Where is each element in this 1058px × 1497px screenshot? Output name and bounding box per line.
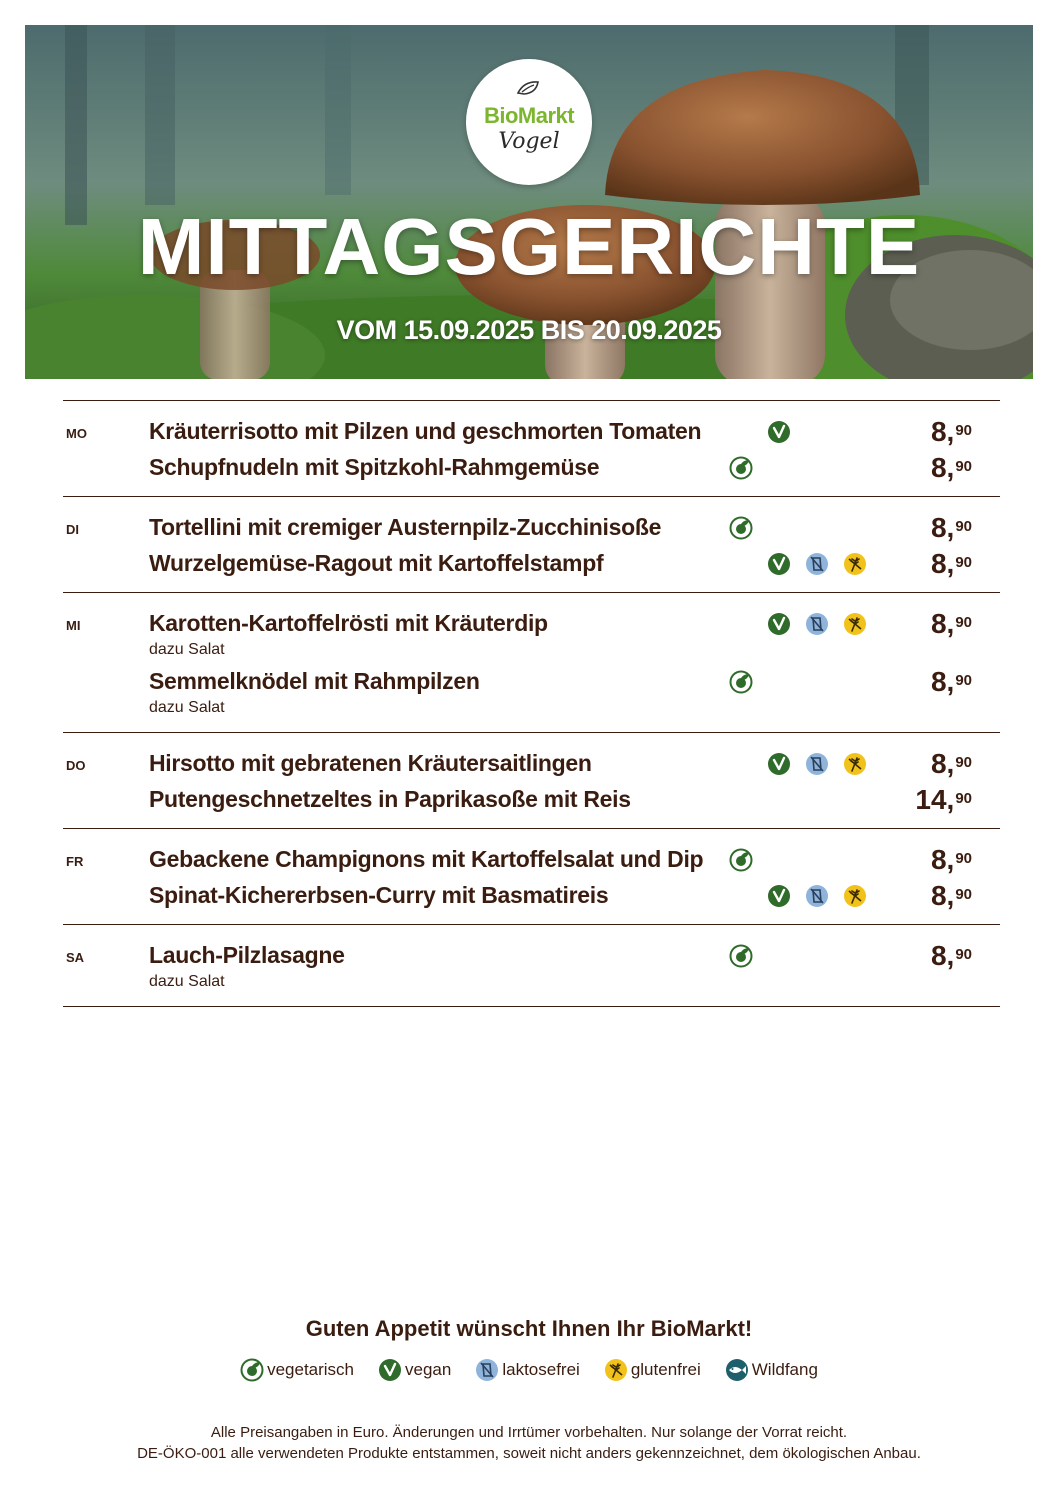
price-cents: 90 <box>955 886 972 903</box>
dish-item <box>149 451 1000 484</box>
price-cents: 90 <box>955 422 972 439</box>
legend-label: glutenfrei <box>630 1360 701 1379</box>
dish-name: Lauch-Pilzlasagne <box>149 942 345 968</box>
vegan-icon <box>767 884 791 908</box>
diet-icons <box>729 670 889 696</box>
vegetarisch-icon <box>729 456 753 480</box>
vegetarisch-icon <box>729 848 753 872</box>
dish-name: Karotten-Kartoffelrösti mit Kräuterdip <box>149 610 548 636</box>
day-row <box>63 925 1000 1007</box>
glutenfrei-icon <box>604 1358 628 1382</box>
diet-icons <box>729 848 889 874</box>
page-title: MITTAGSGERICHTE <box>137 202 921 291</box>
wildfang-icon <box>725 1358 749 1382</box>
dish-price <box>915 783 972 816</box>
greeting: Guten Appetit wünscht Ihnen Ihr BioMarkt! <box>305 1316 753 1341</box>
dish-item <box>149 783 1000 816</box>
glutenfrei-icon <box>843 552 867 576</box>
legend-label: vegetarisch <box>267 1360 355 1379</box>
dish-note: dazu Salat <box>149 699 225 716</box>
dish-price <box>931 607 972 640</box>
dish-price <box>931 511 972 544</box>
disclaimer <box>0 1422 1058 1464</box>
glutenfrei-icon <box>843 752 867 776</box>
day-label: DI <box>66 522 79 537</box>
logo-sub: Vogel <box>498 129 560 154</box>
legend-label: Wildfang <box>751 1360 818 1379</box>
hero-banner <box>25 25 1033 379</box>
dish-name: Wurzelgemüse-Ragout mit Kartoffelstampf <box>149 550 604 576</box>
dish-name: Schupfnudeln mit Spitzkohl-Rahmgemüse <box>149 454 600 480</box>
day-row <box>63 829 1000 925</box>
dish-price <box>931 843 972 876</box>
price-main: 8, <box>930 844 955 875</box>
dish-item <box>149 547 1000 580</box>
day-label: SA <box>66 950 85 965</box>
price-main: 8, <box>930 452 955 483</box>
price-cents: 90 <box>955 850 972 867</box>
laktosefrei-icon <box>805 752 829 776</box>
day-row <box>63 593 1000 733</box>
dish-name: Kräuterrisotto mit Pilzen und geschmorten Tomaten <box>149 418 702 444</box>
dish-item <box>149 415 1000 448</box>
menu-table <box>63 400 1000 1007</box>
legend-label: laktosefrei <box>502 1360 580 1379</box>
price-cents: 90 <box>955 458 972 475</box>
vegan-icon <box>378 1358 402 1382</box>
glutenfrei-icon <box>843 612 867 636</box>
price-cents: 90 <box>955 754 972 771</box>
day-row <box>63 733 1000 829</box>
disclaimer-line-1: Alle Preisangaben in Euro. Änderungen und Irrtümer vorbehalten. Nur solange der Vorrat reicht. <box>210 1424 848 1441</box>
diet-icons <box>729 552 889 578</box>
dish-price <box>931 665 972 698</box>
diet-icons <box>729 612 889 638</box>
price-main: 14, <box>915 784 955 815</box>
day-row <box>63 401 1000 497</box>
price-main: 8, <box>930 512 955 543</box>
diet-icons <box>729 884 889 910</box>
vegetarisch-icon <box>729 516 753 540</box>
date-range: VOM 15.09.2025 BIS 20.09.2025 <box>336 315 722 345</box>
glutenfrei-icon <box>843 884 867 908</box>
day-row <box>63 497 1000 593</box>
dish-name: Hirsotto mit gebratenen Kräutersaitlingen <box>149 750 592 776</box>
dish-item <box>149 939 1000 994</box>
day-label: DO <box>66 758 86 773</box>
dish-item <box>149 879 1000 912</box>
dish-name: Putengeschnetzeltes in Paprikasoße mit Reis <box>149 786 631 812</box>
price-main: 8, <box>930 880 955 911</box>
price-cents: 90 <box>955 554 972 571</box>
dish-note: dazu Salat <box>149 641 225 658</box>
price-main: 8, <box>930 416 955 447</box>
biomarkt-logo <box>466 59 592 185</box>
laktosefrei-icon <box>475 1358 499 1382</box>
price-cents: 90 <box>955 946 972 963</box>
price-main: 8, <box>930 748 955 779</box>
price-main: 8, <box>930 608 955 639</box>
legend-label: vegan <box>405 1360 452 1379</box>
price-cents: 90 <box>955 614 972 631</box>
dish-price <box>931 547 972 580</box>
legend-item-vegetarisch <box>240 1358 354 1382</box>
vegetarisch-icon <box>729 670 753 694</box>
dish-item <box>149 511 1000 544</box>
vegetarisch-icon <box>240 1358 264 1382</box>
legend-item-wildfang <box>725 1358 818 1382</box>
dish-price <box>931 879 972 912</box>
dish-name: Semmelknödel mit Rahmpilzen <box>149 668 480 694</box>
price-main: 8, <box>930 548 955 579</box>
diet-icons <box>729 752 889 778</box>
vegan-icon <box>767 612 791 636</box>
vegetarisch-icon <box>729 944 753 968</box>
dish-price <box>931 415 972 448</box>
dish-price <box>931 747 972 780</box>
diet-icons <box>729 788 889 814</box>
leaf-icon <box>516 79 542 97</box>
vegan-icon <box>767 420 791 444</box>
day-label: MO <box>66 426 87 441</box>
diet-icons <box>729 420 889 446</box>
diet-icons <box>729 944 889 970</box>
diet-icons <box>729 456 889 482</box>
price-cents: 90 <box>955 518 972 535</box>
legend-item-laktosefrei <box>475 1358 579 1382</box>
laktosefrei-icon <box>805 552 829 576</box>
dish-name: Tortellini mit cremiger Austernpilz-Zucchinisoße <box>149 514 662 540</box>
dish-price <box>931 451 972 484</box>
price-main: 8, <box>930 666 955 697</box>
legend-item-vegan <box>378 1358 451 1382</box>
dish-name: Spinat-Kichererbsen-Curry mit Basmatireis <box>149 882 609 908</box>
dish-item <box>149 665 1000 720</box>
laktosefrei-icon <box>805 612 829 636</box>
price-cents: 90 <box>955 672 972 689</box>
disclaimer-line-2: DE-ÖKO-001 alle verwendeten Produkte entstammen, soweit nicht anders gekennzeichnet, dem ökologischen Anbau. <box>137 1445 921 1462</box>
dish-price <box>931 939 972 972</box>
dish-name: Gebackene Champignons mit Kartoffelsalat und Dip <box>149 846 704 872</box>
vegan-icon <box>767 752 791 776</box>
legend <box>0 1358 1058 1382</box>
day-label: MI <box>66 618 81 633</box>
day-label: FR <box>66 854 84 869</box>
price-cents: 90 <box>955 790 972 807</box>
dish-item <box>149 607 1000 662</box>
dish-note: dazu Salat <box>149 973 225 990</box>
legend-item-glutenfrei <box>604 1358 701 1382</box>
vegan-icon <box>767 552 791 576</box>
dish-item <box>149 747 1000 780</box>
laktosefrei-icon <box>805 884 829 908</box>
dish-item <box>149 843 1000 876</box>
logo-brand: BioMarkt <box>483 103 575 128</box>
diet-icons <box>729 516 889 542</box>
price-main: 8, <box>930 940 955 971</box>
